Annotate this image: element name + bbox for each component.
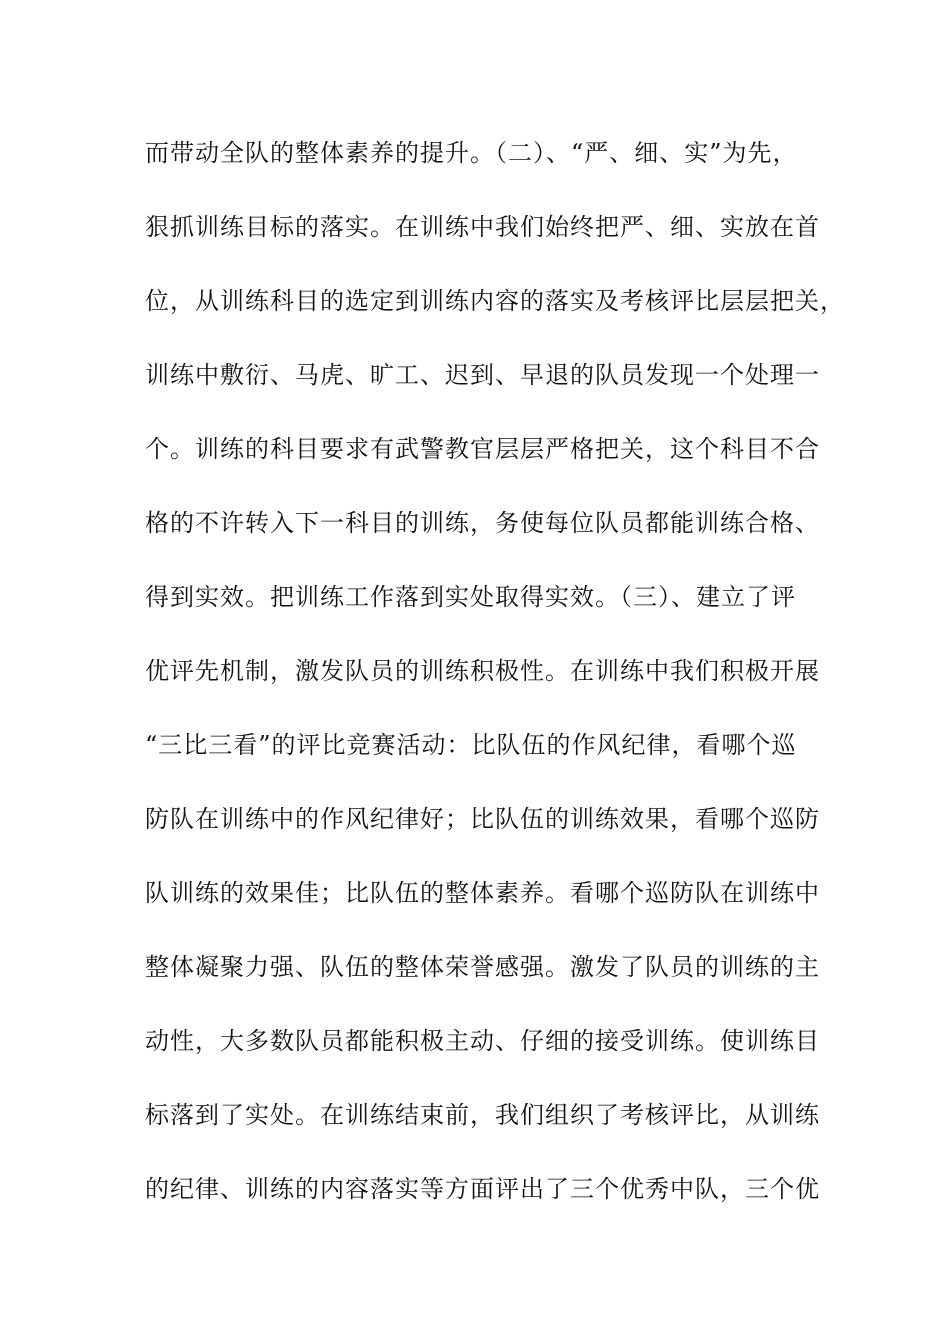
text-line-13: 动性，大多数队员都能积极主动、仔细的接受训练。使训练目 xyxy=(145,1027,820,1055)
text-line-11: 队训练的效果佳；比队伍的整体素养。看哪个巡防队在训练中 xyxy=(145,879,820,907)
text-line-9: “三比三看”的评比竞赛活动：比队伍的作风纪律，看哪个巡 xyxy=(145,731,797,759)
text-line-12: 整体凝聚力强、队伍的整体荣誉感强。激发了队员的训练的主 xyxy=(145,953,820,981)
text-line-3: 位，从训练科目的选定到训练内容的落实及考核评比层层把关， xyxy=(145,287,845,315)
text-line-5: 个。训练的科目要求有武警教官层层严格把关，这个科目不合 xyxy=(145,435,820,463)
text-line-4: 训练中敷衍、马虎、旷工、迟到、早退的队员发现一个处理一 xyxy=(145,361,820,389)
text-line-7: 得到实效。把训练工作落到实处取得实效。（三）、建立了评 xyxy=(145,583,796,611)
text-line-8: 优评先机制，激发队员的训练积极性。在训练中我们积极开展 xyxy=(145,657,820,685)
text-line-15: 的纪律、训练的内容落实等方面评出了三个优秀中队，三个优 xyxy=(145,1175,820,1203)
text-line-6: 格的不许转入下一科目的训练，务使每位队员都能训练合格、 xyxy=(145,509,820,537)
text-line-1: 而带动全队的整体素养的提升。（二）、“严、细、实”为先， xyxy=(145,139,798,167)
text-line-2: 狠抓训练目标的落实。在训练中我们始终把严、细、实放在首 xyxy=(145,213,820,241)
body-text xyxy=(145,128,845,1238)
text-line-10: 防队在训练中的作风纪律好；比队伍的训练效果，看哪个巡防 xyxy=(145,805,820,833)
text-line-14: 标落到了实处。在训练结束前，我们组织了考核评比，从训练 xyxy=(145,1101,820,1129)
